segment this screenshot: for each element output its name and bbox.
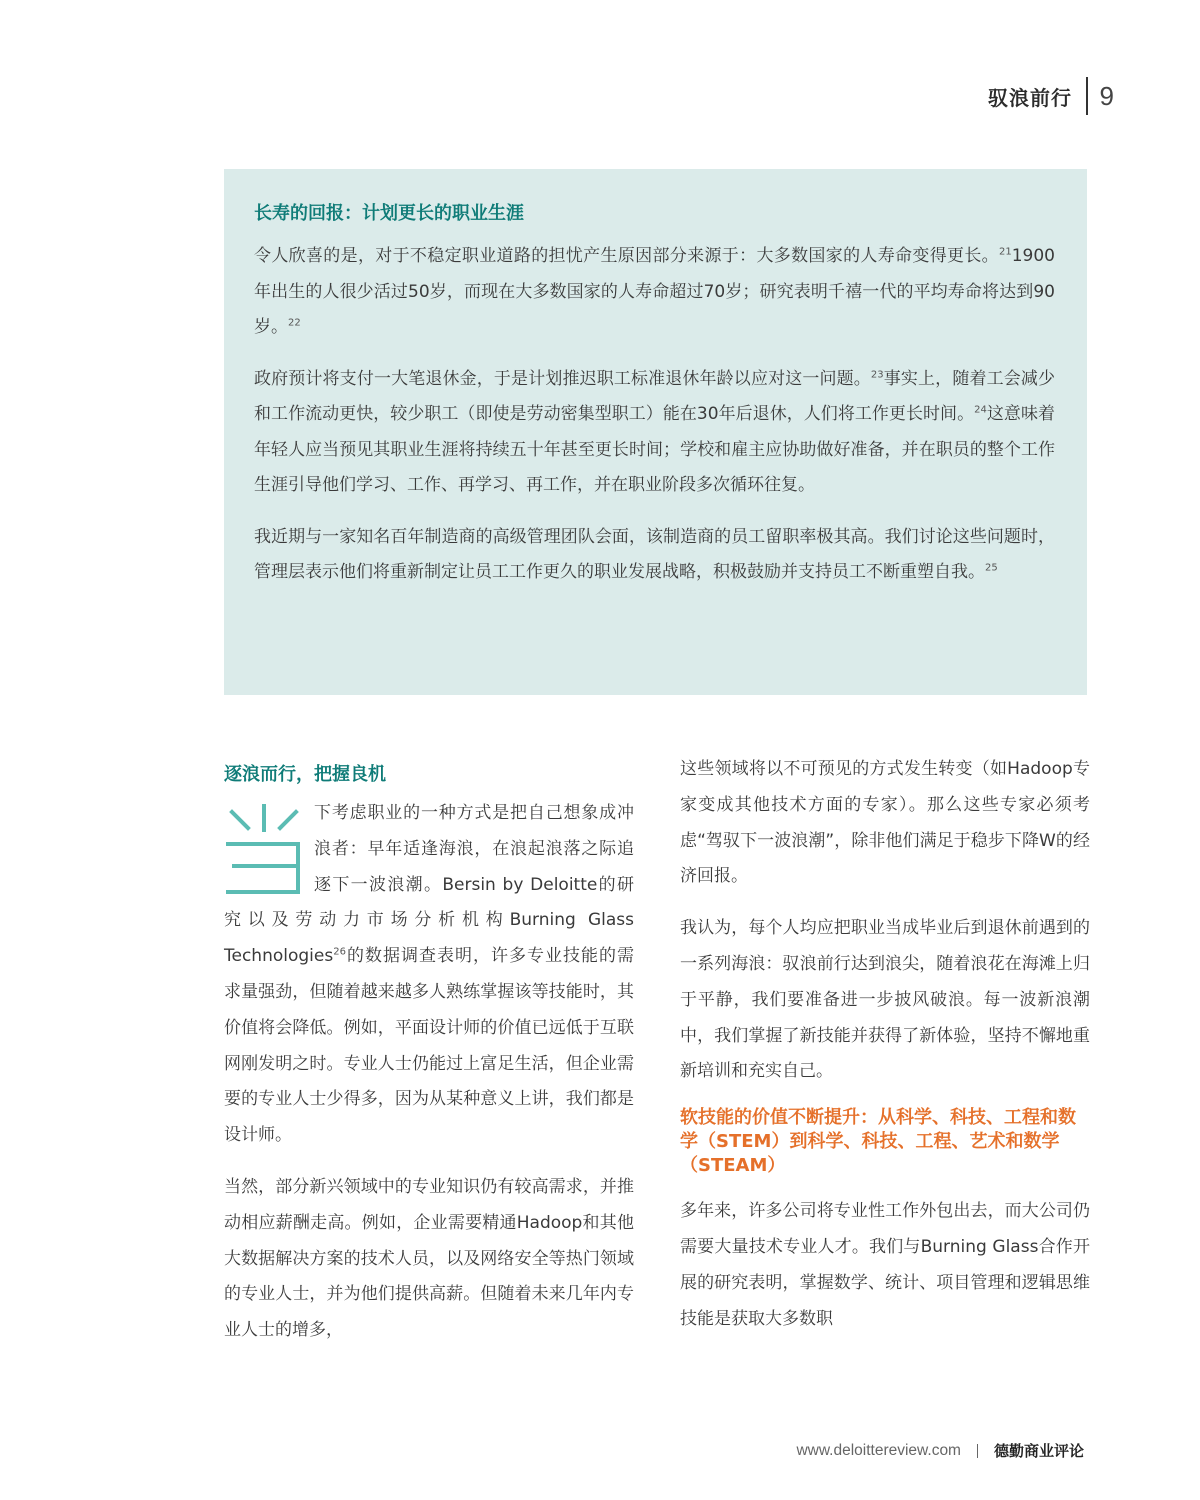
page-header [988,76,1114,116]
text-run: 的数据调查表明，许多专业技能的需求量强劲，但随着越来越多人熟练掌握该等技能时，其价值将会降低。例如，平面设计师的价值已远低于互联网刚发明之时。专业人士仍能过上富足生活，但企业需要的专业人士少得多，因为从某种意义上讲，我们都是设计师。 [224,946,634,1146]
dropcap-stroke [232,812,248,828]
footer-divider [977,1444,978,1458]
right-paragraph-3: 多年来，许多公司将专业性工作外包出去，而大公司仍需要大量技术专业人才。我们与Burning Glass合作开展的研究表明，掌握数学、统计、项目管理和逻辑思维技能是获取大多数职 [680,1201,1090,1329]
footnote-ref: 26 [333,946,346,958]
text-run: 事实上，随着工会减少和工作流动更快，较少职工（即使是劳动密集型职工）能在30年后退休，人们将工作更长时间。 [254,368,1056,424]
sidebar-paragraph-1 [254,239,1055,346]
footnote-ref: 23 [870,368,884,380]
longevity-sidebar [224,169,1087,695]
right-paragraph-2: 我认为，每个人均应把职业当成毕业后到退休前遇到的一系列海浪：驭浪前行达到浪尖，随着浪花在海滩上归于平静，我们要准备进一步披风破浪。每一波新浪潮中，我们掌握了新技能并获得了新体验，坚持不懈地重新培训和充实自己。 [680,918,1090,1082]
left-column [224,760,634,1365]
right-column [680,760,1090,1353]
page-footer [796,1440,1084,1461]
sidebar-title: 长寿的回报：计划更长的职业生涯 [254,203,524,224]
text-run: 这意味着年轻人应当预见其职业生涯将持续五十年甚至更长时间；学校和雇主应协助做好准备，并在职员的整个工作生涯引导他们学习、工作、再学习、再工作，并在职业阶段多次循环往复。 [254,404,1056,495]
footnote-ref: 22 [288,317,301,329]
left-heading: 逐浪而行，把握良机 [224,764,386,785]
sidebar-paragraph-3 [254,520,1055,591]
footnote-ref: 21 [999,246,1012,258]
text-run: 1900年出生的人很少活过50岁，而现在大多数国家的人寿命超过70岁；研究表明千禧一代的平均寿命将达到90岁。 [254,246,1055,337]
section-title: 驭浪前行 [988,85,1073,110]
text-run: 下考虑职业的一种方式是把自己想象成冲浪者：早年适逢海浪，在浪起浪落之际追逐下一波浪潮。Bersin by Deloitte的研究以及劳动力市场分析机构Burning Glass Technologies [224,803,634,967]
header-divider [1086,77,1088,115]
page-number: 9 [1099,80,1114,111]
dropcap-glyph [224,804,304,896]
footnote-ref: 24 [974,404,987,416]
right-heading: 软技能的价值不断提升：从科学、科技、工程和数学（STEM）到科学、科技、工程、艺术和数学（STEAM） [680,1107,1076,1177]
text-run: 令人欣喜的是，对于不稳定职业道路的担忧产生原因部分来源于：大多数国家的人寿命变得更长。 [254,246,999,266]
text-run: 政府预计将支付一大笔退休金，于是计划推迟职工标准退休年龄以应对这一问题。 [254,368,871,389]
footer-brand: 德勤商业评论 [993,1442,1084,1460]
dropcap [224,804,304,896]
sidebar-paragraph-2 [254,362,1055,504]
dropcap-stroke [280,812,296,828]
footnote-ref: 25 [985,562,998,574]
text-run: 我近期与一家知名百年制造商的高级管理团队会面，该制造商的员工留职率极其高。我们讨论这些问题时，管理层表示他们将重新制定让员工工作更久的职业发展战略，积极鼓励并支持员工不断重塑自我。 [254,526,1055,582]
right-paragraph-1: 这些领域将以不可预见的方式发生转变（如Hadoop专家变成其他技术方面的专家）。那么这些专家必须考虑“驾驭下一波浪潮”，除非他们满足于稳步下降W的经济回报。 [680,759,1090,887]
footer-url[interactable]: www.deloittereview.com [796,1441,961,1459]
left-paragraph-2: 当然，部分新兴领域中的专业知识仍有较高需求，并推动相应薪酬走高。例如，企业需要精通Hadoop和其他大数据解决方案的技术人员，以及网络安全等热门领域的专业人士，并为他们提供高薪。但随着未来几年内专业人士的增多， [224,1176,634,1341]
